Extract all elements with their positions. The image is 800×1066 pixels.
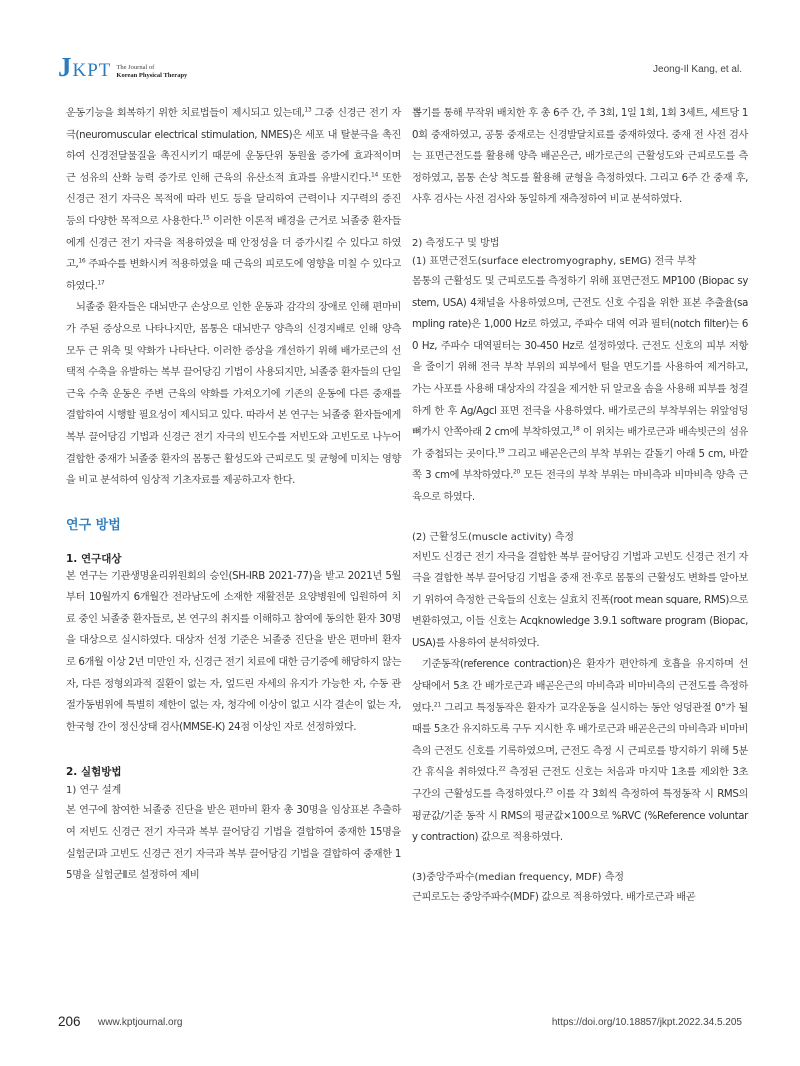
subsubsection-title-semg: (1) 표면근전도(surface electromyography, sEMG) 전극 부착 — [412, 255, 697, 267]
doi-link[interactable]: https://doi.org/10.18857/jkpt.2022.34.5.205 — [551, 1017, 742, 1028]
subsubsection-title-mdf: (3)중앙주파수(median frequency, MDF) 측정 — [412, 871, 625, 883]
page-number: 206 — [58, 1014, 81, 1029]
muscle-activity-paragraph-2: 기준동작(reference contraction)은 환자가 편안하게 호흡을 유지하며 선 상태에서 5초 간 배가로근과 배곧은근의 마비측과 비마비측의 근전도를 측정하였다.$^{21}$ 그리고 특정동작은 환자가 교각운동을 실시하는 동안 엉덩관절 0°가 될 때를 5초간 유지하도록 구두 지시한 후 배가로근과 배곧은근의 마비측과 비마비측의 근전도 신호를 기록하였으며, 근전도 측정 시 근피로를 방지하기 위해 5분간 휴식을 취하였다.$^{22}$ 측정된 근전도 신호는 처음과 마지막 1초를 제외한 3초 구간의 근활성도를 측정하였다.$^{23}$ 이를 각 3회씩 측정하여 특정동작 시 RMS의 평균값/기준 동작 시 RMS의 평균값×100으로 %RVC (%Reference voluntary contraction) 값으로 적용하였다. — [412, 659, 749, 844]
semg-paragraph: 몸통의 근활성도 및 근피로도를 측정하기 위해 표면근전도 MP100 (Biopac system, USA) 4채널을 사용하였으며, 근전도 신호 수집을 위한 표본 추출율(sampling rate)은 1,000 Hz로 하였고, 주파수 대역 여과 필터(notch filter)는 60 Hz, 주파수 대역필터는 30-450 Hz로 설정하였다. 근전도 신호의 피부 저항을 줄이기 위해 전극 부착 부위의 피부에서 털을 면도기를 사용하여 제거하고, 가는 사포를 사용해 대상자의 각질을 제거한 뒤 알코올 솜을 사용해 피부를 청결하게 한 후 Ag/Agcl 표면 전극을 사용하였다. 배가로근의 부착부위는 위앞엉덩뼈가시 안쪽아래 2 cm에 부착하였고,$^{18}$ 이 위치는 배가로근과 배속빗근의 섬유가 중첩되는 곳이다.$^{19}$ 그리고 배곧은근의 부착 부위는 갈돌기 아래 5 cm, 바깥쪽 3 cm에 부착하였다.$^{20}$ 모든 전극의 부착 부위는 마비측과 비마비측 양측 근육으로 하였다. — [412, 275, 748, 503]
logo-line1: The Journal of — [116, 64, 155, 72]
subsubsection-title-muscle-activity: (2) 근활성도(muscle activity) 측정 — [412, 531, 575, 543]
right-column — [412, 103, 748, 908]
subsection-title-experiment: 2. 실험방법 — [66, 766, 122, 779]
subsubsection-title-tools: 2) 측정도구 및 방법 — [412, 237, 500, 249]
muscle-activity-paragraph-1: 저빈도 신경근 전기 자극을 결합한 복부 끌어당김 기법과 고빈도 신경근 전기 자극을 결합한 복부 끌어당김 기법을 중재 전·후로 몸통의 근활성도 변화를 알아보기 위하여 측정한 근육들의 신호는 실효치 진폭(root mean square, RMS)으로 변환하였고, 이들 신호는 Acqknowledge 3.9.1 software program (Biopac, USA)를 사용하여 분석하였다. — [412, 551, 749, 649]
intro-paragraph-1: 운동기능을 회복하기 위한 치료법들이 제시되고 있는데,$^{13}$ 그중 신경근 전기 자극(neuromuscular electrical stimulation, NMES)은 세포 내 탈분극을 촉진하여 신경전달물질을 촉진시키기 때문에 운동단위 동원율 증가에 효과적이며 근 섬유의 산화 능력 증가로 인해 근육의 유산소적 효과를 유발시킨다.$^{14}$ 또한 신경근 전기 자극은 목적에 따라 빈도 등을 달리하여 근력이나 지구력의 증진 등의 다양한 목적으로 사용한다.$^{15}$ 이러한 이론적 배경을 근거로 뇌졸중 환자들에게 신경근 전기 자극을 적용하였을 때 안정성을 더 증가시킬 수 있다고 하였고,$^{16}$ 주파수를 변화시켜 적용하였을 때 근육의 피로도에 영향을 미칠 수 있다고 하였다.$^{17}$ — [66, 106, 402, 292]
subjects-paragraph: 본 연구는 기관생명윤리위원회의 승인(SH-IRB 2021-77)을 받고 2021년 5월부터 10월까지 6개월간 전라남도에 소재한 재활전문 요양병원에 입원하여 치료 중인 뇌졸중 환자들로, 본 연구의 취지를 이해하고 참여에 동의한 환자 30명을 대상으로 실시하였다. 대상자 선정 기준은 뇌졸중 진단을 받은 편마비 환자로 6개월 이상 2년 미만인 자, 신경근 전기 치료에 대한 금기증에 해당하지 않는 자, 다른 정형외과적 질환이 없는 자, 엎드린 자세의 유지가 가능한 자, 수동 관절가동범위에 특별히 제한이 없는 자, 청각에 이상이 없고 시각 결손이 없는 자, 한국형 간이 정신상태 검사(MMSE-K) 24점 이상인 자로 선정하였다. — [66, 570, 401, 733]
logo-kpt: KPT — [72, 60, 112, 81]
section-title-methods: 연구 방법 — [66, 517, 121, 533]
mdf-paragraph: 근피로도는 중앙주파수(MDF) 값으로 적용하였다. 배가로근과 배곧 — [412, 891, 696, 903]
logo-line2: Korean Physical Therapy — [116, 71, 188, 79]
subsubsection-title-design: 1) 연구 설계 — [66, 785, 122, 797]
journal-logo — [58, 54, 187, 81]
design-paragraph-continued: 뽑기를 통해 무작위 배치한 후 총 6주 간, 주 3회, 1일 1회, 1회 3세트, 세트당 10회 중재하였고, 공통 중재로는 신경발달치료를 중재하였다. 중재 전 사전 검사는 표면근전도를 활용해 양측 배곧은근, 배가로근의 근활성도와 근피로도를 측정하였고, 몸통 손상 척도를 활용해 균형을 측정하였다. 그리고 6주 간 중재 후, 사후 검사는 사전 검사와 동일하게 재측정하여 비교 분석하였다. — [412, 108, 748, 206]
logo-j: J — [58, 52, 72, 82]
intro-paragraph-2: 뇌졸중 환자들은 대뇌반구 손상으로 인한 운동과 감각의 장애로 인해 편마비가 주된 증상으로 나타나지만, 몸통은 대뇌반구 양측의 신경지배로 인해 양측 모두 근 위축 및 약화가 나타난다. 이러한 증상을 개선하기 위해 배가로근의 선택적 수축을 유발하는 복부 끌어당김 기법이 사용되지만, 뇌졸중 환자들의 단일 근육 수축 운동은 주변 근육의 약화를 가져오기에 기존의 운동에 다른 중재를 결합하여 시행할 필요성이 제시되고 있다. 따라서 본 연구는 뇌졸중 환자들에게 복부 끌어당김 기법과 신경근 전기 자극의 빈도수를 저빈도와 고빈도로 나누어 결합한 중재가 뇌졸중 환자의 몸통근 활성도와 근피로도 및 균형에 미치는 영향을 비교 분석하여 임상적 기초자료를 제공하고자 한다. — [66, 302, 401, 487]
subsection-title-subjects: 1. 연구대상 — [66, 552, 122, 565]
logo-subtitle — [116, 64, 187, 79]
design-paragraph: 본 연구에 참여한 뇌졸중 진단을 받은 편마비 환자 총 30명을 임상표본 추출하여 저빈도 신경근 전기 자극과 복부 끌어당김 기법을 결합하여 중재한 15명을 실험군Ⅰ과 고빈도 신경근 전기 자극과 복부 끌어당김 기법을 결합하여 중재한 15명을 실험군Ⅱ로 설정하여 제비 — [66, 805, 401, 882]
running-authors: Jeong-Il Kang, et al. — [653, 64, 742, 75]
left-column — [66, 103, 401, 887]
journal-website-link[interactable]: www.kptjournal.org — [98, 1017, 183, 1028]
